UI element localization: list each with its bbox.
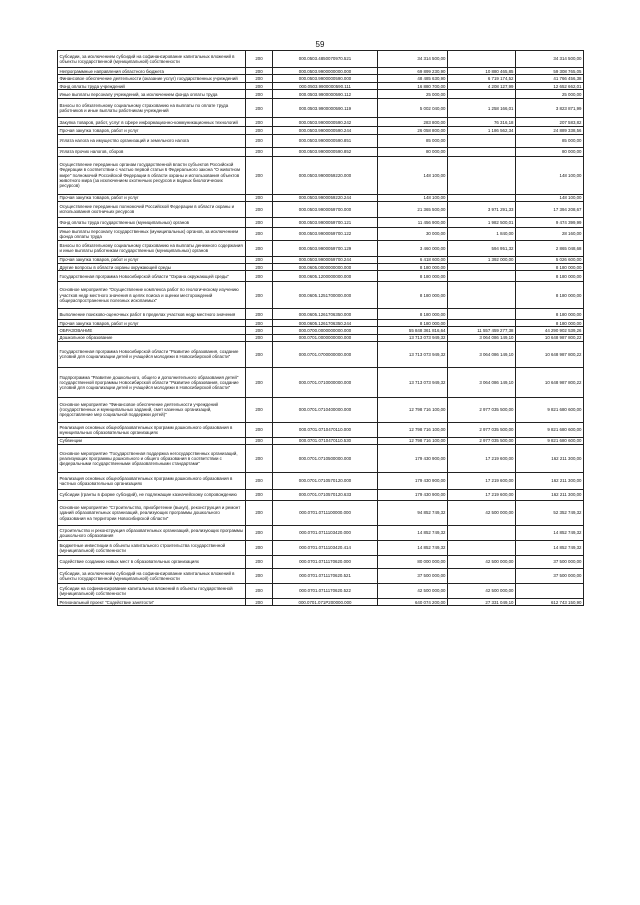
row-amount-1: 13 713 073 949,32 — [378, 341, 448, 367]
table-row — [58, 569, 584, 584]
row-amount-1: 16 880 700,00 — [378, 83, 448, 90]
row-classification-code: 000.0503.9900000590.852 — [273, 147, 378, 156]
row-classification-code: 000.0701.0711103420.414 — [273, 541, 378, 556]
row-org-code: 200 — [246, 271, 273, 282]
row-amount-2 — [448, 90, 516, 99]
row-classification-code: 000.0503.9900000590.851 — [273, 134, 378, 147]
row-name: Субсидии на софинансирование капитальных вложений в объекты государственной (муниципальной) собственности — [58, 584, 246, 599]
table-row — [58, 584, 584, 599]
row-amount-3: 148 100,00 — [516, 194, 584, 201]
row-name: Основное мероприятие "Осуществление комплекса работ по геологическому изучению участков недр местного значения в целях поиска и оценки месторождений общераспространенных полезных ископаемых" — [58, 282, 246, 309]
row-name: Взносы по обязательному социальному страхованию на выплаты по оплате труда работников и иные выплаты работникам учреждений — [58, 99, 246, 118]
row-amount-1: 11 456 900,00 — [378, 217, 448, 227]
table-row — [58, 99, 584, 118]
row-amount-3: 25 000,00 — [516, 90, 584, 99]
row-org-code: 200 — [246, 584, 273, 599]
row-name: Реализация основных общеобразовательных программ дошкольного образования в муниципальных образовательных организациях — [58, 422, 246, 437]
row-org-code: 200 — [246, 240, 273, 256]
row-amount-3: 52 352 749,32 — [516, 501, 584, 526]
row-classification-code: 000.0701.071P200000.000 — [273, 599, 378, 606]
row-amount-3: 612 743 150,90 — [516, 599, 584, 606]
row-amount-2 — [448, 147, 516, 156]
row-amount-3: 3 823 871,99 — [516, 99, 584, 118]
row-amount-2: 11 557 459 277,38 — [448, 327, 516, 334]
row-classification-code: 000.0503.9900059220.000 — [273, 156, 378, 194]
row-org-code: 200 — [246, 367, 273, 397]
row-amount-1: 8 180 000,00 — [378, 271, 448, 282]
row-classification-code: 000.0503.4850070970.521 — [273, 51, 378, 68]
row-name: Строительство и реконструкция образовательных организаций, реализующих программы дошкольного образования — [58, 526, 246, 541]
row-amount-1: 8 180 000,00 — [378, 264, 448, 271]
row-amount-3: 85 000,00 — [516, 134, 584, 147]
row-name: ОБРАЗОВАНИЕ — [58, 327, 246, 334]
table-row — [58, 490, 584, 501]
row-classification-code: 000.0701.0710500000.000 — [273, 445, 378, 473]
row-org-code: 200 — [246, 327, 273, 334]
row-amount-1: 5 002 040,00 — [378, 99, 448, 118]
row-org-code: 200 — [246, 501, 273, 526]
row-amount-1: 12 798 716 100,00 — [378, 397, 448, 422]
row-org-code: 200 — [246, 68, 273, 75]
row-classification-code: 000.0701.0710470110.530 — [273, 437, 378, 444]
row-org-code: 200 — [246, 127, 273, 134]
row-name: Другие вопросы в области охраны окружающей среды — [58, 264, 246, 271]
row-org-code: 200 — [246, 569, 273, 584]
table-row — [58, 556, 584, 569]
row-classification-code: 000.0701.0710470110.000 — [273, 422, 378, 437]
row-amount-3: 14 852 749,32 — [516, 541, 584, 556]
row-name: Фонд оплаты труда учреждений — [58, 83, 246, 90]
row-name: Закупка товаров, работ, услуг в сфере информационно-коммуникационных технологий — [58, 118, 246, 127]
row-name: Прочая закупка товаров, работ и услуг — [58, 194, 246, 201]
row-classification-code: 000.0503.9900059700.000 — [273, 201, 378, 217]
row-amount-2: 42 500 000,00 — [448, 501, 516, 526]
row-classification-code: 000.0503.9900000590.244 — [273, 127, 378, 134]
row-classification-code: 000.0701.0000000000.000 — [273, 334, 378, 341]
row-amount-3: 5 026 600,00 — [516, 256, 584, 263]
row-amount-2 — [448, 541, 516, 556]
row-name: Содействие созданию новых мест в образовательных организациях — [58, 556, 246, 569]
row-amount-1: 42 500 000,00 — [378, 584, 448, 599]
row-name: Субсидии, за исключением субсидий на софинансирование капитальных вложений в объекты государственной (муниципальной) собственности — [58, 569, 246, 584]
row-classification-code: 000.0503.9900059700.129 — [273, 240, 378, 256]
row-amount-2: 1 982 500,01 — [448, 217, 516, 227]
row-amount-3: 9 821 680 600,00 — [516, 397, 584, 422]
row-amount-1: 37 500 000,00 — [378, 569, 448, 584]
row-amount-1: 12 798 716 100,00 — [378, 422, 448, 437]
row-name: Субвенции — [58, 437, 246, 444]
row-org-code: 200 — [246, 217, 273, 227]
row-name: Бюджетные инвестиции в объекты капитального строительства государственной (муниципальной) собственности — [58, 541, 246, 556]
row-classification-code: 000.0503.9900000590.119 — [273, 99, 378, 118]
table-row — [58, 156, 584, 194]
row-classification-code: 000.0605.1261706350.000 — [273, 309, 378, 320]
row-name: Государственная программа Новосибирской области "Охрана окружающей среды" — [58, 271, 246, 282]
page-number: 59 — [315, 40, 325, 49]
budget-table-body — [58, 51, 584, 606]
row-amount-1: 179 430 900,00 — [378, 473, 448, 490]
row-amount-1: 85 000,00 — [378, 134, 448, 147]
row-classification-code: 000.0605.1200000000.000 — [273, 271, 378, 282]
table-row — [58, 75, 584, 83]
row-amount-2 — [448, 194, 516, 201]
row-classification-code: 000.0701.0711170620.522 — [273, 584, 378, 599]
budget-table — [57, 50, 584, 606]
row-classification-code: 000.0503.9900000590.111 — [273, 83, 378, 90]
row-amount-2: 2 977 035 500,00 — [448, 397, 516, 422]
row-classification-code: 000.0605.0000000000.000 — [273, 264, 378, 271]
table-row — [58, 217, 584, 227]
row-amount-3: 37 500 000,00 — [516, 569, 584, 584]
row-classification-code: 000.0701.0710570120.633 — [273, 490, 378, 501]
row-amount-2: 4 208 127,99 — [448, 83, 516, 90]
row-amount-1: 30 000,00 — [378, 227, 448, 240]
row-org-code: 200 — [246, 156, 273, 194]
row-classification-code: 000.0503.9900000590.242 — [273, 118, 378, 127]
row-amount-2 — [448, 320, 516, 327]
table-row — [58, 127, 584, 134]
row-amount-1: 640 074 200,00 — [378, 599, 448, 606]
row-org-code: 200 — [246, 99, 273, 118]
row-amount-1: 283 800,00 — [378, 118, 448, 127]
table-row — [58, 271, 584, 282]
row-org-code: 200 — [246, 83, 273, 90]
row-classification-code: 000.0701.0710400000.000 — [273, 397, 378, 422]
row-amount-2: 3 971 291,33 — [448, 201, 516, 217]
row-amount-2 — [448, 51, 516, 68]
row-amount-2: 3 064 086 149,10 — [448, 341, 516, 367]
row-classification-code: 000.0701.0711170620.521 — [273, 569, 378, 584]
row-name: Прочая закупка товаров, работ и услуг — [58, 256, 246, 263]
row-amount-1: 69 899 230,90 — [378, 68, 448, 75]
table-row — [58, 367, 584, 397]
row-amount-3: 24 889 338,56 — [516, 127, 584, 134]
row-amount-3: 10 648 987 800,22 — [516, 341, 584, 367]
row-amount-1: 6 418 600,00 — [378, 256, 448, 263]
row-amount-2: 17 219 600,00 — [448, 445, 516, 473]
row-classification-code: 000.0503.9900059700.121 — [273, 217, 378, 227]
table-row — [58, 282, 584, 309]
row-org-code: 200 — [246, 473, 273, 490]
row-org-code: 200 — [246, 526, 273, 541]
row-amount-1: 21 365 500,00 — [378, 201, 448, 217]
row-org-code: 200 — [246, 397, 273, 422]
row-amount-1: 8 180 000,00 — [378, 309, 448, 320]
row-amount-3: 12 652 662,01 — [516, 83, 584, 90]
row-classification-code: 000.0701.0710000000.000 — [273, 367, 378, 397]
row-org-code: 200 — [246, 599, 273, 606]
row-classification-code: 000.0701.0711170620.000 — [273, 556, 378, 569]
row-amount-2 — [448, 309, 516, 320]
row-amount-1: 13 713 073 949,32 — [378, 367, 448, 397]
row-amount-2: 42 500 000,00 — [448, 584, 516, 599]
row-amount-2 — [448, 264, 516, 271]
table-row — [58, 445, 584, 473]
table-row — [58, 320, 584, 327]
row-name: Непрограммные направления областного бюджета — [58, 68, 246, 75]
row-name: Фонд оплаты труда государственных (муниципальных) органов — [58, 217, 246, 227]
row-amount-2: 3 064 086 149,10 — [448, 334, 516, 341]
row-org-code: 200 — [246, 201, 273, 217]
table-row — [58, 397, 584, 422]
row-name: Уплата прочих налогов, сборов — [58, 147, 246, 156]
row-name: Выполнение поисково-оценочных работ в пределах участков недр местного значения — [58, 309, 246, 320]
row-amount-1: 8 180 000,00 — [378, 320, 448, 327]
row-name: Осуществление переданных полномочий Российской Федерации в области охраны и использования охотничьих ресурсов — [58, 201, 246, 217]
row-org-code: 200 — [246, 445, 273, 473]
row-amount-1: 48 485 630,90 — [378, 75, 448, 83]
row-amount-3: 9 821 680 600,00 — [516, 437, 584, 444]
table-row — [58, 118, 584, 127]
row-org-code: 200 — [246, 422, 273, 437]
table-row — [58, 526, 584, 541]
row-amount-3: 8 180 000,00 — [516, 271, 584, 282]
row-amount-2: 6 719 174,52 — [448, 75, 516, 83]
row-classification-code: 000.0701.0711100000.000 — [273, 501, 378, 526]
row-name: Уплата налога на имущество организаций и земельного налога — [58, 134, 246, 147]
row-amount-1: 14 852 749,32 — [378, 541, 448, 556]
table-row — [58, 194, 584, 201]
row-org-code: 200 — [246, 334, 273, 341]
row-org-code: 200 — [246, 490, 273, 501]
row-amount-3: 10 648 987 800,22 — [516, 367, 584, 397]
table-row — [58, 309, 584, 320]
row-amount-3: 28 160,00 — [516, 227, 584, 240]
row-classification-code: 000.0700.0000000000.000 — [273, 327, 378, 334]
row-amount-3: 37 500 000,00 — [516, 556, 584, 569]
row-amount-3: 44 290 902 539,26 — [516, 327, 584, 334]
row-amount-1: 13 713 073 949,32 — [378, 334, 448, 341]
table-row — [58, 422, 584, 437]
row-org-code: 200 — [246, 437, 273, 444]
row-amount-1: 26 058 800,00 — [378, 127, 448, 134]
table-row — [58, 599, 584, 606]
row-name: Основное мероприятие "Строительство, приобретение (выкуп), реконструкция и ремонт зданий образовательных организаций, реализующих программы дошкольного образования на территории Новосибирской области" — [58, 501, 246, 526]
row-classification-code: 000.0503.9900000590.112 — [273, 90, 378, 99]
row-org-code: 200 — [246, 264, 273, 271]
row-amount-2 — [448, 282, 516, 309]
row-amount-3: 162 211 300,00 — [516, 445, 584, 473]
row-org-code: 200 — [246, 556, 273, 569]
row-name: Иные выплаты персоналу государственных (муниципальных) органов, за исключением фонда оплаты труда — [58, 227, 246, 240]
row-name: Реализация основных общеобразовательных программ дошкольного образования в частных образовательных организациях — [58, 473, 246, 490]
table-row — [58, 90, 584, 99]
row-org-code: 200 — [246, 227, 273, 240]
row-org-code: 200 — [246, 341, 273, 367]
row-amount-3: 162 211 300,00 — [516, 473, 584, 490]
row-amount-2 — [448, 526, 516, 541]
row-classification-code: 000.0605.1251700000.000 — [273, 282, 378, 309]
row-classification-code: 000.0605.1261706350.244 — [273, 320, 378, 327]
row-amount-1: 179 430 900,00 — [378, 445, 448, 473]
row-org-code: 200 — [246, 194, 273, 201]
row-amount-2: 2 977 035 500,00 — [448, 437, 516, 444]
row-amount-3: 14 852 749,32 — [516, 526, 584, 541]
row-name: Субсидии (гранты в форме субсидий), не подлежащие казначейскому сопровождению — [58, 490, 246, 501]
row-amount-3: 17 394 208,67 — [516, 201, 584, 217]
row-amount-1: 14 852 749,32 — [378, 526, 448, 541]
row-amount-3: 41 766 456,38 — [516, 75, 584, 83]
row-amount-3: 9 474 399,99 — [516, 217, 584, 227]
row-amount-1: 179 430 900,00 — [378, 490, 448, 501]
table-row — [58, 68, 584, 75]
row-name: Основное мероприятие "Финансовое обеспечение деятельности учреждений (государственных и муниципальных заданий, смет казенных организаций, предоставление мер социальной поддержки детей)" — [58, 397, 246, 422]
row-name: Взносы по обязательному социальному страхованию на выплаты денежного содержания и иные выплаты работникам государственных (муниципальных) органов — [58, 240, 246, 256]
row-amount-1: 8 180 000,00 — [378, 282, 448, 309]
table-row — [58, 51, 584, 68]
row-classification-code: 000.0503.9900059700.244 — [273, 256, 378, 263]
row-classification-code: 000.0503.9900000590.000 — [273, 75, 378, 83]
row-amount-2: 594 951,32 — [448, 240, 516, 256]
row-amount-1: 55 848 361 816,64 — [378, 327, 448, 334]
row-org-code: 200 — [246, 282, 273, 309]
row-org-code: 200 — [246, 90, 273, 99]
table-row — [58, 256, 584, 263]
row-amount-1: 3 460 000,00 — [378, 240, 448, 256]
row-org-code: 200 — [246, 541, 273, 556]
row-amount-2: 3 064 086 149,10 — [448, 367, 516, 397]
row-name: Основное мероприятие "Государственная поддержка негосударственных организаций, реализующих программы дошкольного и общего образования в соответствии с федеральными государственными образовательными стандартами" — [58, 445, 246, 473]
row-amount-3: 207 583,82 — [516, 118, 584, 127]
row-amount-3: 162 211 300,00 — [516, 490, 584, 501]
row-classification-code: 000.0503.9900000000.000 — [273, 68, 378, 75]
row-classification-code: 000.0503.9900059220.244 — [273, 194, 378, 201]
row-org-code: 200 — [246, 51, 273, 68]
row-classification-code: 000.0701.0710570120.000 — [273, 473, 378, 490]
table-row — [58, 334, 584, 341]
row-name: Прочая закупка товаров, работ и услуг — [58, 127, 246, 134]
row-amount-2: 1 258 166,01 — [448, 99, 516, 118]
row-org-code: 200 — [246, 75, 273, 83]
row-amount-1: 25 000,00 — [378, 90, 448, 99]
row-name: Финансовое обеспечение деятельности (оказание услуг) государственных учреждений — [58, 75, 246, 83]
row-org-code: 200 — [246, 309, 273, 320]
row-name: Субсидии, за исключением субсидий на софинансирование капитальных вложений в объекты государственной (муниципальной) собственности — [58, 51, 246, 68]
row-name: Подпрограмма "Развитие дошкольного, общего и дополнительного образования детей" государственной программы Новосибирской области "Развитие образования, создание условий для социализации детей и учащейся молодежи в Новосибирской области" — [58, 367, 246, 397]
table-row — [58, 341, 584, 367]
row-name: Прочая закупка товаров, работ и услуг — [58, 320, 246, 327]
table-row — [58, 437, 584, 444]
table-row — [58, 201, 584, 217]
row-name: Осуществление переданных органам государственной власти субъектов Российской Федерации в соответствии с частью первой статьи 6 Федерального закона "О животном мире" полномочий Российской Федерации в области охраны и использования объектов животного мира (за исключением охотничьих ресурсов и водных биологических ресурсов) — [58, 156, 246, 194]
row-amount-2: 1 392 000,00 — [448, 256, 516, 263]
row-classification-code: 000.0701.0711103420.000 — [273, 526, 378, 541]
row-amount-2 — [448, 569, 516, 584]
row-amount-1: 148 100,00 — [378, 194, 448, 201]
table-row — [58, 240, 584, 256]
row-amount-3: 2 865 048,68 — [516, 240, 584, 256]
row-org-code: 200 — [246, 118, 273, 127]
row-amount-2 — [448, 271, 516, 282]
row-amount-3: 80 000,00 — [516, 147, 584, 156]
row-amount-3: 8 180 000,00 — [516, 282, 584, 309]
row-name: Дошкольное образование — [58, 334, 246, 341]
row-org-code: 200 — [246, 147, 273, 156]
row-amount-2: 1 840,00 — [448, 227, 516, 240]
table-row — [58, 264, 584, 271]
row-amount-3: 9 821 680 600,00 — [516, 422, 584, 437]
row-amount-2: 2 977 035 500,00 — [448, 422, 516, 437]
row-amount-1: 12 798 716 100,00 — [378, 437, 448, 444]
row-amount-2: 1 186 562,34 — [448, 127, 516, 134]
row-amount-3 — [516, 584, 584, 599]
row-amount-2: 17 219 600,00 — [448, 490, 516, 501]
row-amount-2: 27 331 049,10 — [448, 599, 516, 606]
table-row — [58, 473, 584, 490]
row-org-code: 200 — [246, 320, 273, 327]
row-amount-2 — [448, 156, 516, 194]
row-amount-1: 34 314 500,00 — [378, 51, 448, 68]
row-classification-code: 000.0701.0700000000.000 — [273, 341, 378, 367]
row-amount-1: 80 000,00 — [378, 147, 448, 156]
row-amount-1: 94 852 749,32 — [378, 501, 448, 526]
row-amount-3: 148 100,00 — [516, 156, 584, 194]
row-amount-2: 42 500 000,00 — [448, 556, 516, 569]
row-amount-2: 76 316,18 — [448, 118, 516, 127]
row-classification-code: 000.0503.9900059700.122 — [273, 227, 378, 240]
table-row — [58, 501, 584, 526]
table-row — [58, 147, 584, 156]
row-amount-3: 59 308 765,05 — [516, 68, 584, 75]
row-amount-3: 8 180 000,00 — [516, 320, 584, 327]
row-amount-2: 10 880 465,85 — [448, 68, 516, 75]
row-name: Государственная программа Новосибирской области "Развитие образования, создание условий для социализации детей и учащейся молодежи в Новосибирской области" — [58, 341, 246, 367]
row-amount-3: 10 648 987 800,22 — [516, 334, 584, 341]
table-row — [58, 327, 584, 334]
row-amount-1: 80 000 000,00 — [378, 556, 448, 569]
row-amount-2: 17 219 600,00 — [448, 473, 516, 490]
row-amount-3: 8 180 000,00 — [516, 309, 584, 320]
row-amount-2 — [448, 134, 516, 147]
row-name: Иные выплаты персоналу учреждений, за исключением фонда оплаты труда — [58, 90, 246, 99]
table-row — [58, 83, 584, 90]
row-amount-3: 34 314 500,00 — [516, 51, 584, 68]
table-row — [58, 541, 584, 556]
row-name: Региональный проект "Содействие занятости" — [58, 599, 246, 606]
table-row — [58, 134, 584, 147]
row-org-code: 200 — [246, 134, 273, 147]
row-amount-3: 8 180 000,00 — [516, 264, 584, 271]
table-row — [58, 227, 584, 240]
row-org-code: 200 — [246, 256, 273, 263]
row-amount-1: 148 100,00 — [378, 156, 448, 194]
